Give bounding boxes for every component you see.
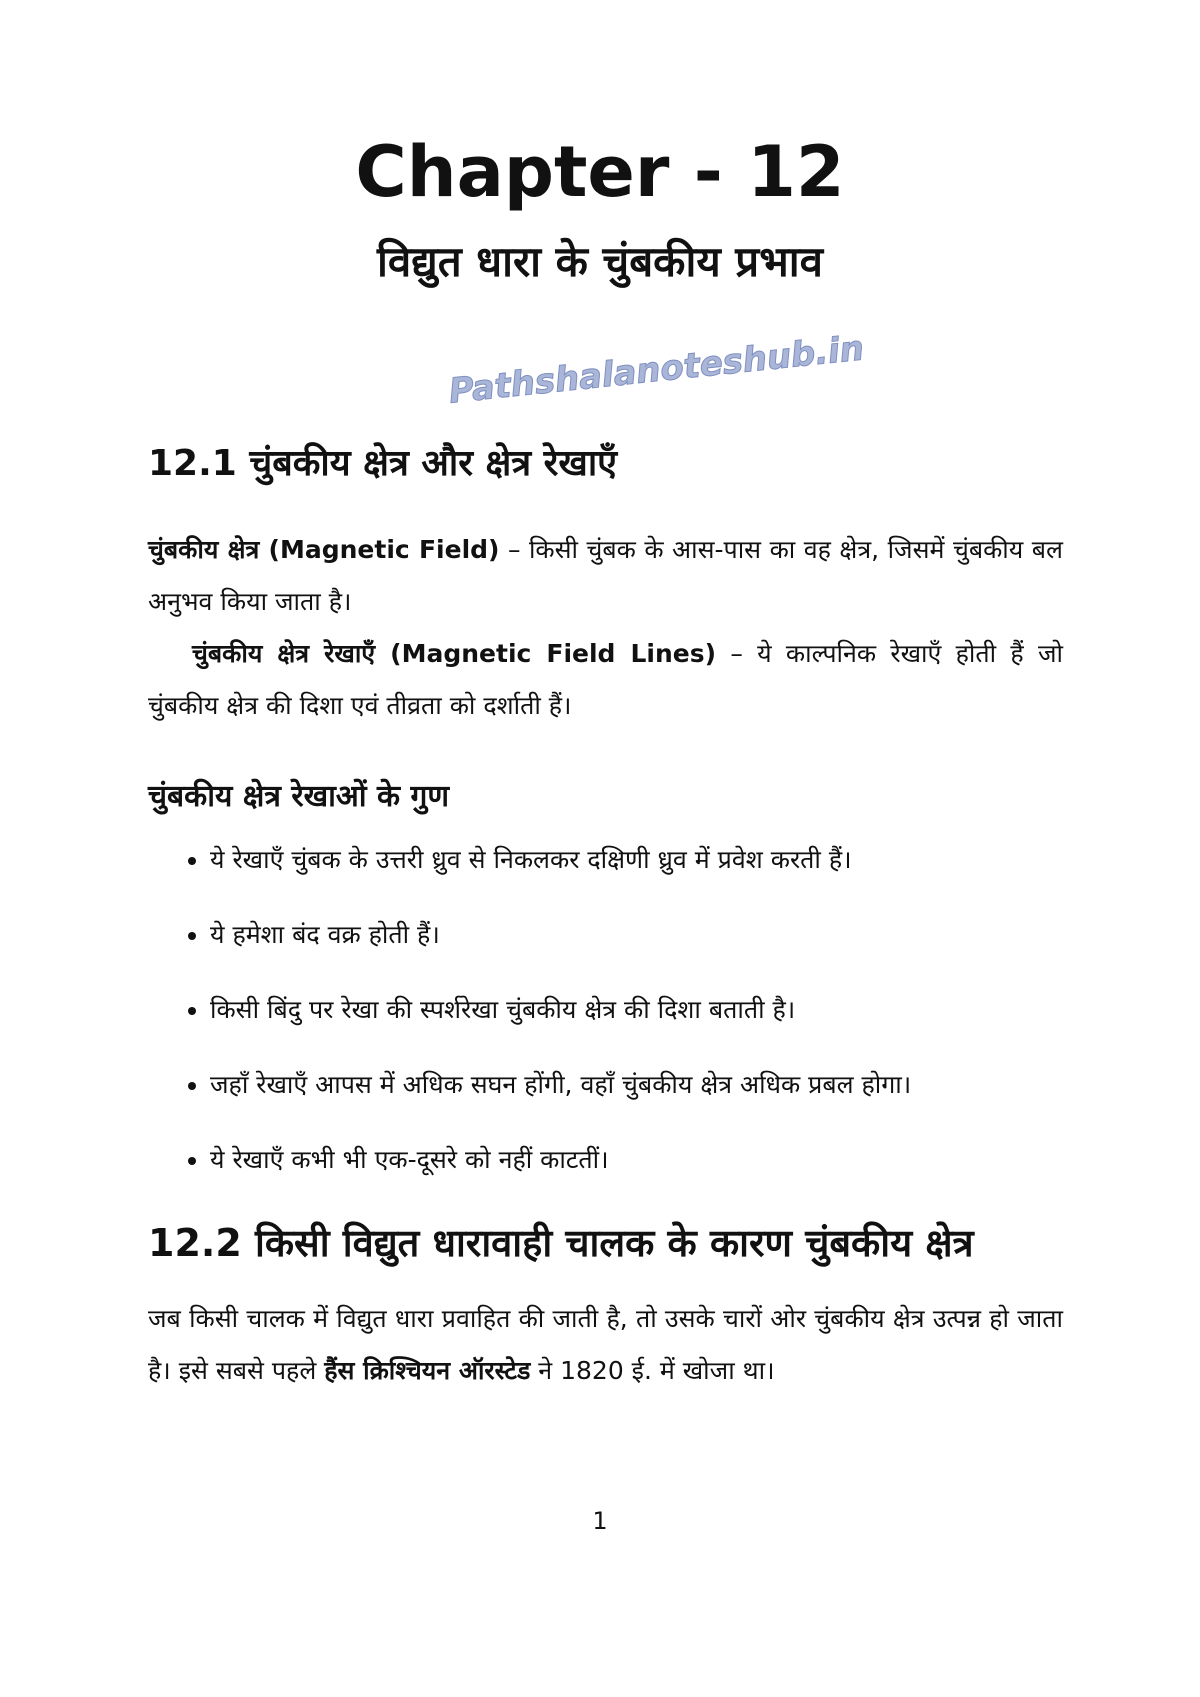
subheading-properties: चुंबकीय क्षेत्र रेखाओं के गुण <box>148 779 450 814</box>
list-item: • ये रेखाएँ कभी भी एक-दूसरे को नहीं काटतीं। <box>210 1142 1063 1178</box>
text: जब किसी चालक में विद्युत धारा प्रवाहित की जाती है, तो उसके चारों ओर चुंबकीय क्षेत्र उत्पन्न हो जाता है। इसे सबसे पहले <box>148 1304 1063 1385</box>
paragraph-magnetic-field <box>148 524 1063 628</box>
definition: – किसी चुंबक के आस-पास का वह क्षेत्र, जिसमें चुंबकीय बल अनुभव किया जाता है। <box>148 535 1063 616</box>
list-item: • जहाँ रेखाएँ आपस में अधिक सघन होंगी, वहाँ चुंबकीय क्षेत्र अधिक प्रबल होगा। <box>210 1067 1063 1103</box>
scientist-name: हैंस क्रिश्चियन ऑरस्टेड <box>324 1356 531 1385</box>
list-item: • ये रेखाएँ चुंबक के उत्तरी ध्रुव से निकलकर दक्षिणी ध्रुव में प्रवेश करती हैं। <box>210 842 1063 878</box>
chapter-subtitle: विद्युत धारा के चुंबकीय प्रभाव <box>377 237 823 286</box>
section-heading-12-1: 12.1 चुंबकीय क्षेत्र और क्षेत्र रेखाएँ <box>148 443 618 484</box>
text: ने 1820 ई. में खोजा था। <box>530 1356 775 1385</box>
paragraph-field-lines <box>148 628 1063 732</box>
chapter-title: Chapter - 12 <box>355 131 845 213</box>
term: चुंबकीय क्षेत्र रेखाएँ (Magnetic Field Lines) <box>192 639 717 668</box>
properties-list <box>148 842 1063 1178</box>
watermark: Pathshalanoteshub.in <box>447 328 866 412</box>
watermark-area <box>148 310 1063 440</box>
paragraph-oersted <box>148 1293 1063 1397</box>
section-heading-12-2: 12.2 किसी विद्युत धारावाही चालक के कारण चुंबकीय क्षेत्र <box>148 1221 974 1265</box>
page-number: 1 <box>592 1507 608 1535</box>
term: चुंबकीय क्षेत्र (Magnetic Field) <box>148 535 500 564</box>
list-item: • किसी बिंदु पर रेखा की स्पर्शरेखा चुंबकीय क्षेत्र की दिशा बताती है। <box>210 992 1063 1028</box>
list-item: • ये हमेशा बंद वक्र होती हैं। <box>210 917 1063 953</box>
definition: – ये काल्पनिक रेखाएँ होती हैं जो चुंबकीय क्षेत्र की दिशा एवं तीव्रता को दर्शाती हैं। <box>148 639 1063 720</box>
